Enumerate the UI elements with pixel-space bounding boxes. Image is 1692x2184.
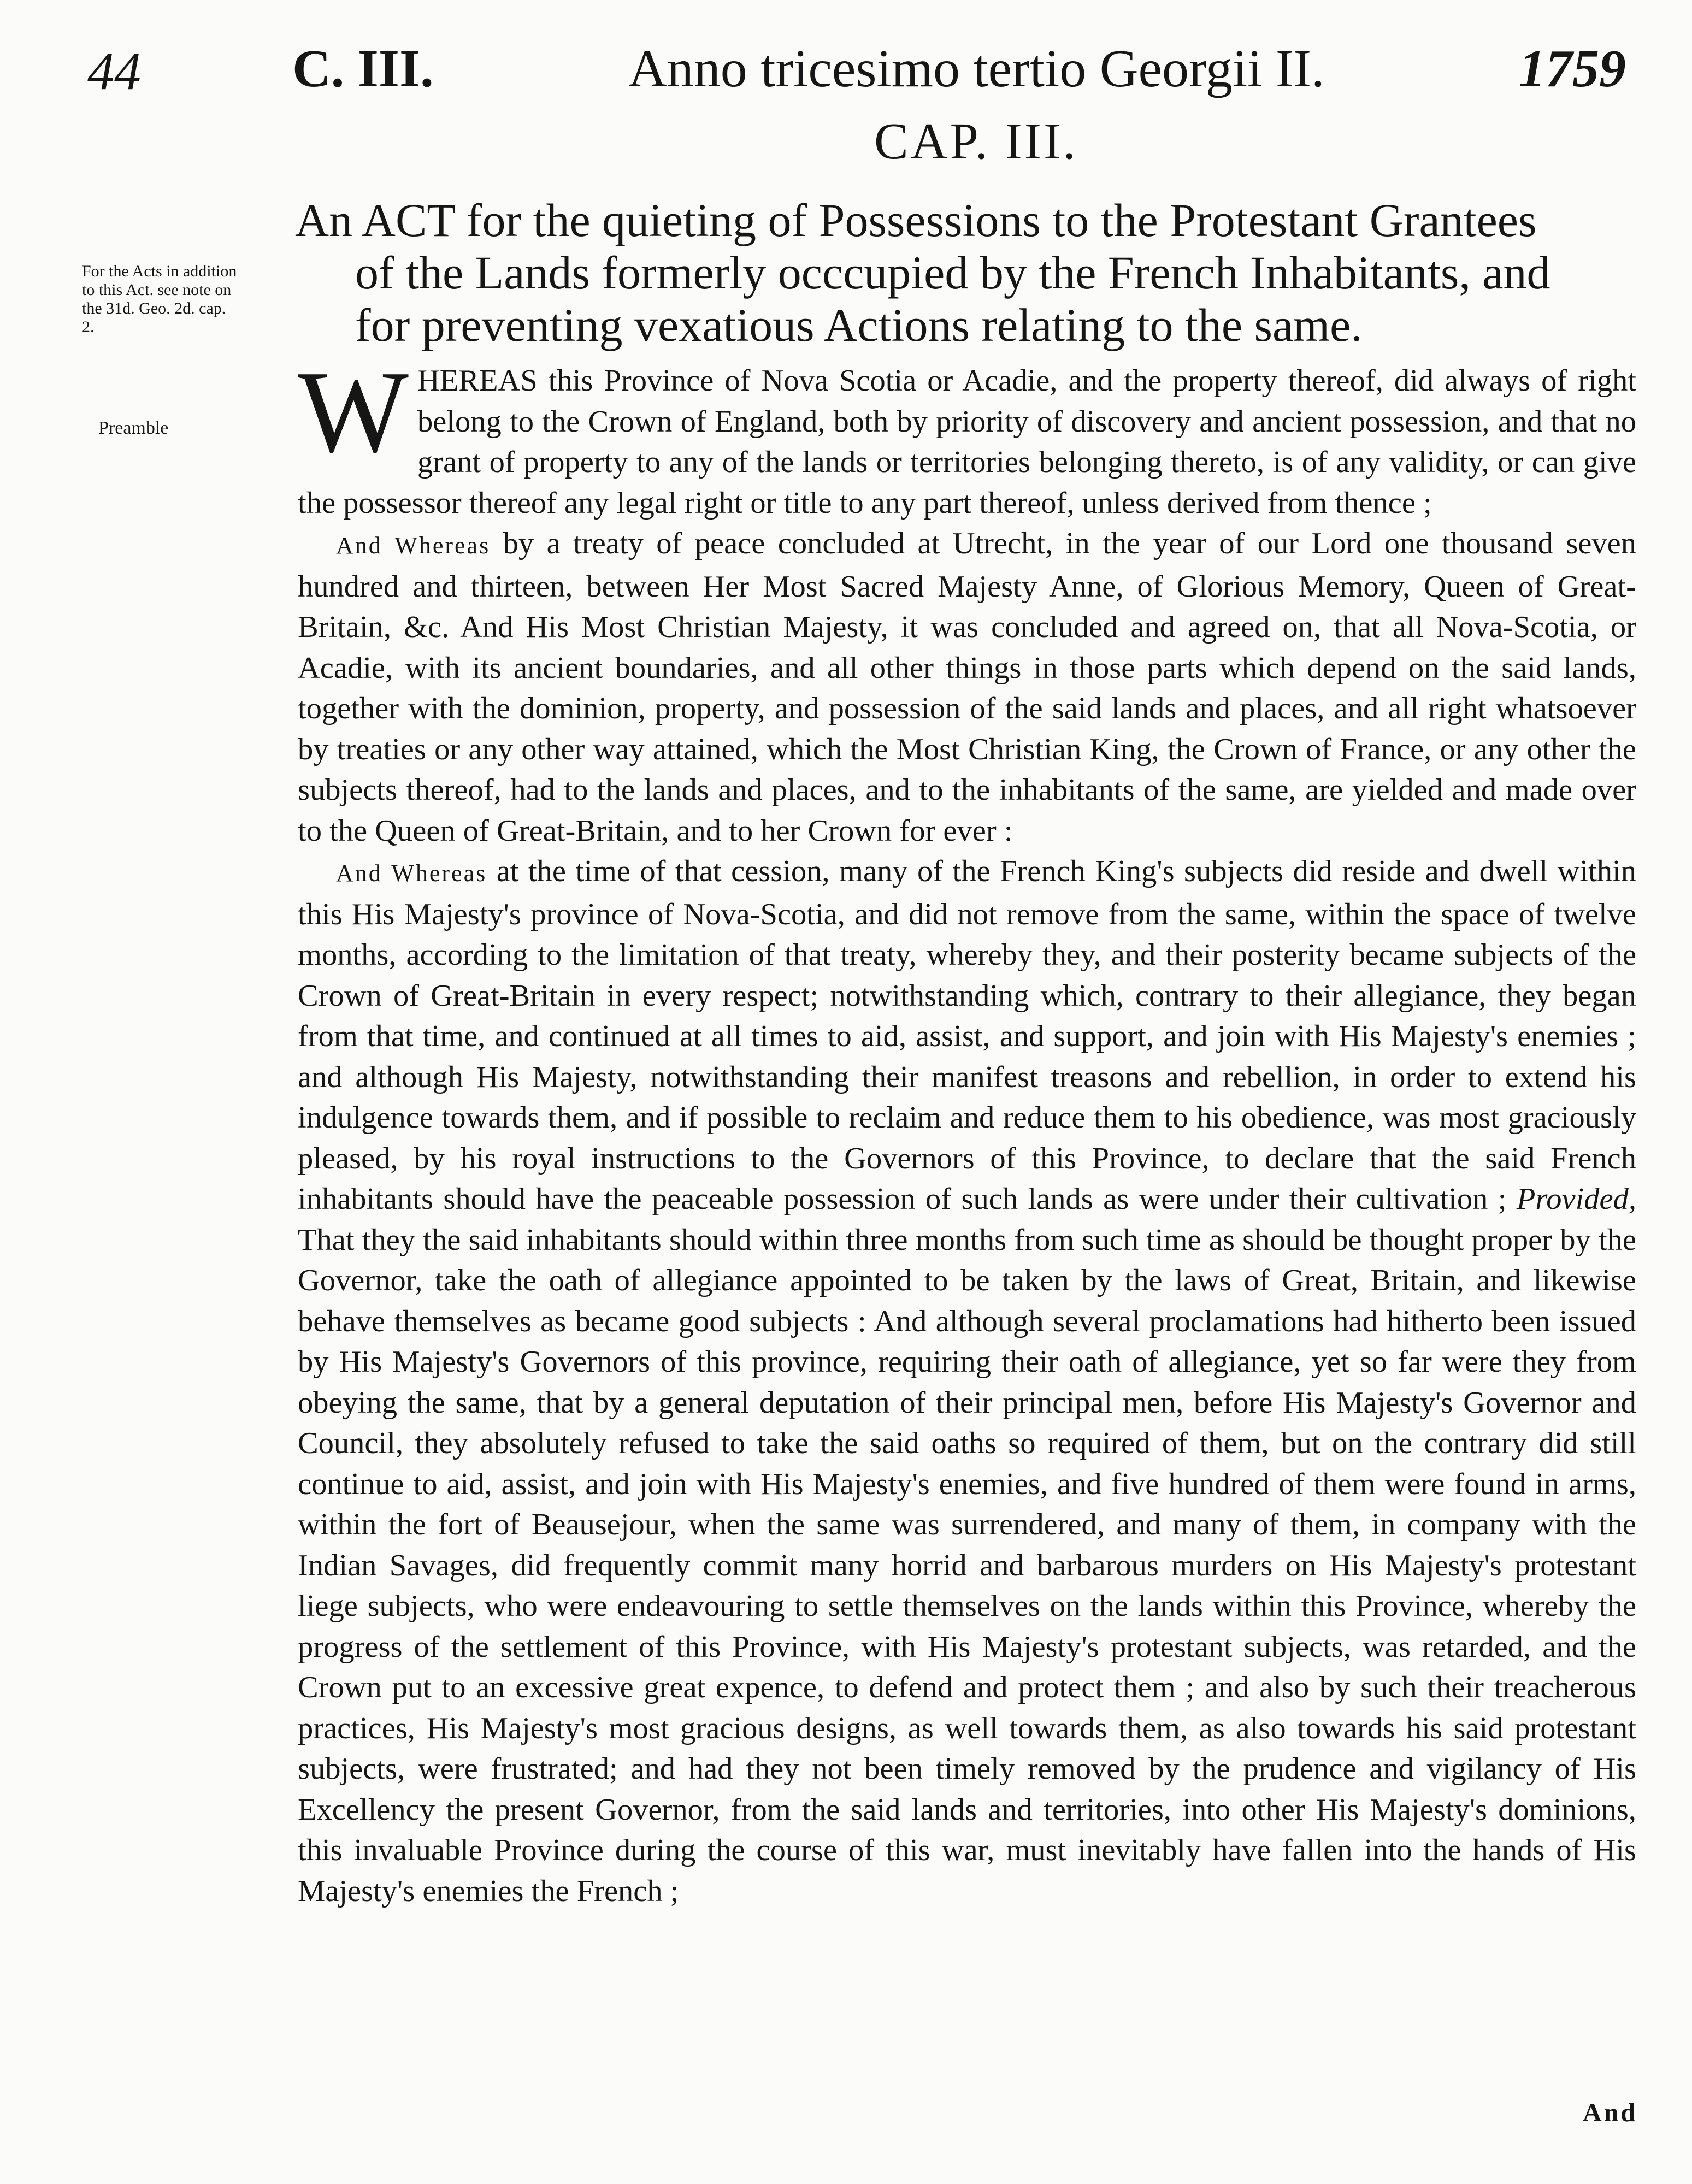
- provided-word: Provided,: [1516, 1182, 1636, 1216]
- chapter-reference: C. III.: [292, 39, 434, 98]
- page-number: 44: [87, 42, 141, 101]
- running-title: Anno tricesimo tertio Georgii II.: [628, 39, 1325, 98]
- act-title-line-3: for preventing vexatious Actions relating to the same.: [355, 299, 1363, 351]
- paragraph-3-text-b: That they the said inhabitants should within three months from such time as should be thought proper by the Governor, take the oath of allegiance appointed to be taken by the laws of Great, Britain, and likewise behave themselves as became good subjects : And although several proclamations had hitherto been issued by His Majesty's Governors of this province, requiring their oath of allegiance, yet so far were they from obeying the same, that by a general deputation of their principal men, before His Majesty's Governor and Council, they absolutely refused to take the said oaths so required of them, but on the contrary did still continue to aid, assist, and join with His Majesty's enemies, and five hundred of them were found in arms, within the fort of Beausejour, when the same was surrendered, and many of them, in company with the Indian Savages, did frequently commit many horrid and barbarous murders on His Majesty's protestant liege subjects, who were endeavouring to settle themselves on the lands within this Province, whereby the progress of the settlement of this Province, with His Majesty's protestant subjects, was retarded, and the Crown put to an excessive great expence, to defend and protect them ; and also by such their treacherous practices, His Majesty's most gracious designs, as well towards them, as also towards his said protestant subjects, were frustrated; and had they not been timely removed by the prudence and vigilancy of His Excellency the present Governor, from the said lands and territories, into other His Majesty's dominions, this invaluable Province during the course of this war, must inevitably have fallen into the hands of His Majesty's enemies the French ;: [298, 1223, 1636, 1908]
- paragraph-3-lead: And Whereas: [336, 860, 487, 887]
- paragraph-2-lead: And Whereas: [336, 532, 491, 559]
- act-title-line-1: An ACT for the quieting of Possessions to the Protestant Grantees: [295, 194, 1537, 246]
- act-title-line-2: of the Lands formerly occcupied by the French Inhabitants, and: [355, 246, 1550, 299]
- catchword: And: [1582, 2098, 1637, 2127]
- paragraph-1-text: HEREAS this Province of Nova Scotia or Acadie, and the property thereof, did always of right belong to the Crown of England, both by priority of discovery and ancient possession, and that no grant of property to any of the lands or territories belonging thereto, is of any validity, or can give the possessor thereof any legal right or title to any part thereof, unless derived from thence ;: [298, 364, 1636, 520]
- paragraph-1: [298, 346, 1636, 523]
- chapter-heading: CAP. III.: [874, 113, 1078, 170]
- year: 1759: [1519, 39, 1626, 98]
- drop-cap: W: [298, 346, 409, 477]
- margin-note-preamble: Preamble: [98, 418, 169, 438]
- paragraph-3: [298, 851, 1636, 1911]
- margin-note-acts: For the Acts in addition to this Act. see note on the 31d. Geo. 2d. cap. 2.: [82, 262, 237, 336]
- running-head: [0, 30, 1692, 107]
- act-title: [295, 194, 1628, 351]
- body-text: [298, 346, 1637, 1911]
- paragraph-3-text-a: at the time of that cession, many of the French King's subjects did reside and dwell within this His Majesty's province of Nova-Scotia, and did not remove from the same, within the space of twelve months, according to the limitation of that treaty, whereby they, and their posterity became subjects of the Crown of Great-Britain in every respect; notwithstanding which, contrary to their allegiance, they began from that time, and continued at all times to aid, assist, and support, and join with His Majesty's enemies ; and although His Majesty, notwithstanding their manifest treasons and rebellion, in order to extend his indulgence towards them, and if possible to reclaim and reduce them to his obedience, was most graciously pleased, by his royal instructions to the Governors of this Province, to declare that the said French inhabitants should have the peaceable possession of such lands as were under their cultivation ;: [298, 854, 1637, 1216]
- paragraph-2-text: by a treaty of peace concluded at Utrecht, in the year of our Lord one thousand seven hundred and thirteen, between Her Most Sacred Majesty Anne, of Glorious Memory, Queen of Great-Britain, &c. And His Most Christian Majesty, it was concluded and agreed on, that all Nova-Scotia, or Acadie, with its ancient boundaries, and all other things in those parts which depend on the said lands, together with the dominion, property, and possession of the said lands and places, and all right whatsoever by treaties or any other way attained, which the Most Christian King, the Crown of France, or any other the subjects thereof, had to the lands and places, and to the inhabitants of the same, are yielded and made over to the Queen of Great-Britain, and to her Crown for ever :: [298, 527, 1636, 848]
- paragraph-2: [298, 523, 1636, 851]
